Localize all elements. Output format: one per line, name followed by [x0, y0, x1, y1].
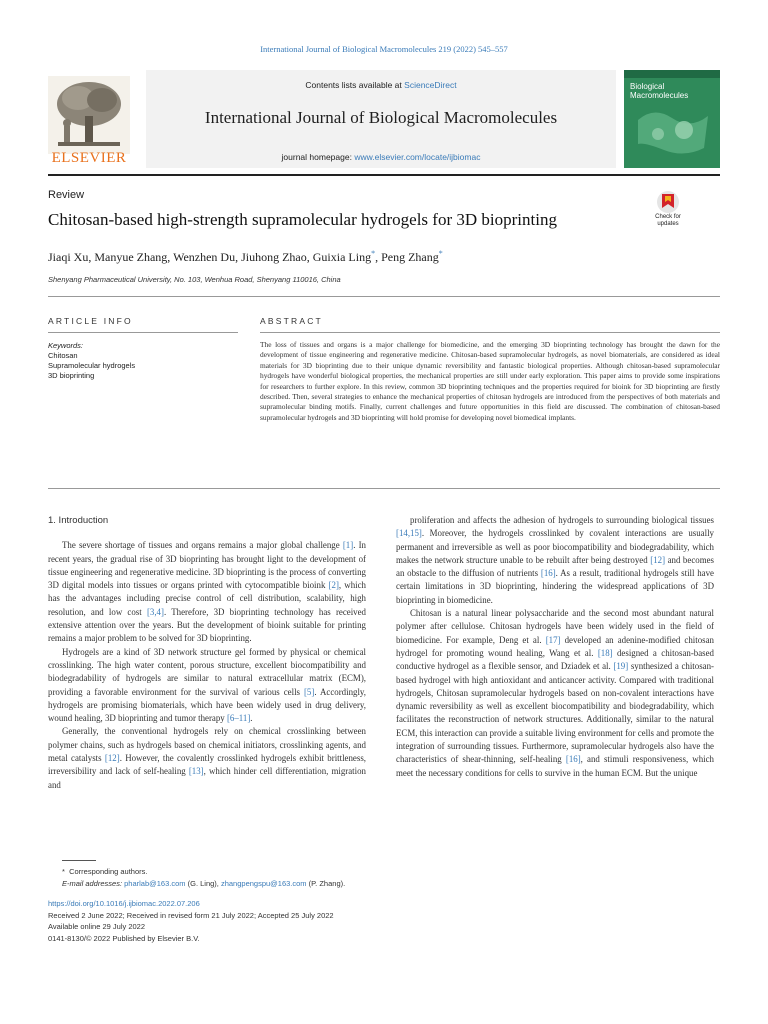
homepage-link[interactable]: www.elsevier.com/locate/ijbiomac [354, 152, 481, 162]
corresponding-mark[interactable]: * [438, 249, 443, 258]
paragraph-text: synthesized a chitosan-based hydrogel with high antioxidant and anticancer activity. Compared with traditional hydrogels, Chitosan supramolecular hydrogels based on non-covalent interactions have dynamic reversibility as well as excellent biocompatibility and biodegradability, which facilitates the reconstruction of network structures. Additionally, similar to the natural ECM, this interaction can provide a suitable living environment for cells and promote the integration of surrounding tissues. Furthermore, supramolecular hydrogels also have the characteristics of shear-thinning, self-healing [396, 661, 714, 765]
paragraph-text: , and stimuli responsiveness, which meet the necessary conditions for cells to survive in the human ECM. But the unique [396, 754, 714, 778]
citation-link[interactable]: [12] [104, 753, 120, 764]
author-list [48, 249, 443, 265]
masthead [48, 70, 720, 168]
masthead-banner [146, 70, 616, 168]
email-link[interactable]: zhangpengspu@163.com [220, 879, 307, 888]
paragraph-text: developed an adenine-modified chitosan hydrogel for promoting wound healing, Wang et al. [396, 634, 714, 658]
masthead-rule [48, 174, 720, 176]
keyword: 3D bioprinting [48, 371, 95, 380]
corresponding-mark[interactable]: * [371, 249, 376, 258]
body-paragraph [396, 514, 714, 607]
sciencedirect-link[interactable]: ScienceDirect [404, 80, 457, 90]
citation-link[interactable]: [19] [613, 661, 629, 672]
corresponding-footnote: * Corresponding authors. [62, 867, 148, 876]
citation-link[interactable]: [5] [303, 686, 315, 697]
paragraph-text: , which has the advantages including precise control of cell distribution, scalability, high resolution, and low cost [48, 580, 366, 617]
authors-main: Jiaqi Xu, Manyue Zhang, Wenzhen Du, Jiuhong Zhao, Guixia Ling [48, 250, 372, 264]
citation-link[interactable]: [3,4] [146, 606, 164, 617]
paragraph-text: The severe shortage of tissues and organs remains a major global challenge [62, 540, 343, 551]
paragraph-text: . As a result, traditional hydrogels still have certain limitations in 3D bioprinting, hindering the widespread applications of 3D bioprinting in biomedicine. [396, 568, 714, 605]
abstract-bottom-rule [48, 488, 720, 489]
body-column-right [396, 514, 714, 780]
citation-link[interactable]: [18] [597, 647, 613, 658]
body-paragraph [48, 646, 366, 726]
paragraph-text: Hydrogels are a kind of 3D network structure gel formed by physical or chemical crosslinking. The high water content, porous structure, excellent biocompatibility and biodegradability of hydrogels are similar to natural extracellular matrix (ECM), providing a favorable environment for the survival of various cells [48, 646, 366, 697]
citation-link[interactable]: [6–11] [226, 713, 251, 724]
publication-info [48, 898, 334, 944]
journal-cover-image[interactable] [624, 70, 720, 168]
abstract-heading: ABSTRACT [260, 316, 323, 326]
citation-link[interactable]: [16] [565, 754, 581, 765]
citation-link[interactable]: [12] [650, 554, 666, 565]
keywords-label: Keywords: [48, 341, 84, 350]
paragraph-text: . Therefore, 3D bioprinting technology has received extensive attention over the years. But the development of bioink suitable for printing remains a major problem to be solved for 3D bioprinting. [48, 606, 366, 644]
section-heading-introduction: 1. Introduction [48, 515, 109, 526]
contents-prefix: Contents lists available at [305, 80, 402, 90]
abstract-rule [260, 332, 720, 333]
article-title: Chitosan-based high-strength supramolecular hydrogels for 3D bioprinting [48, 210, 557, 229]
paragraph-text: , which hinder cell differentiation, migration and [48, 766, 366, 790]
body-paragraph [48, 539, 366, 645]
citation-link[interactable]: [13] [188, 766, 204, 777]
citation-link[interactable]: [1] [342, 540, 354, 551]
authors-tail: , Peng Zhang [375, 250, 439, 264]
affiliation: Shenyang Pharmaceutical University, No. 103, Wenhua Road, Shenyang 110016, China [48, 275, 341, 284]
cover-title: Biological Macromolecules [630, 82, 689, 100]
footnotes [62, 866, 345, 890]
body-paragraph [396, 607, 714, 780]
received-dates: Received 2 June 2022; Received in revised form 21 July 2022; Accepted 25 July 2022 [48, 910, 334, 920]
email-footnote: E-mail addresses: pharlab@163.com (G. Ling), zhangpengspu@163.com (P. Zhang). [62, 879, 346, 888]
paragraph-text: . However, the covalently crosslinked hydrogels exhibit brittleness, irreversibility and lack of self-healing [48, 753, 367, 777]
paragraph-text: . [250, 713, 253, 724]
doi-link[interactable]: https://doi.org/10.1016/j.ijbiomac.2022.07.206 [48, 899, 200, 908]
paragraph-text: designed a chitosan-based conductive hydrogel as a flexible sensor, and Dziadek et al. [396, 647, 714, 672]
contents-line [146, 80, 616, 90]
body-paragraph [48, 725, 366, 791]
keyword: Supramolecular hydrogels [48, 361, 136, 370]
citation-link[interactable]: [16] [540, 568, 556, 579]
copyright: 0141-8130/© 2022 Published by Elsevier B.V. [48, 933, 200, 943]
left-paragraphs [48, 539, 366, 792]
article-type: Review [48, 189, 85, 201]
check-updates-icon [648, 190, 688, 216]
citation-link[interactable]: [14,15] [396, 528, 422, 539]
body-column-left [48, 514, 366, 792]
journal-reference[interactable]: International Journal of Biological Macromolecules 219 (2022) 545–557 [260, 44, 508, 54]
article-info-heading: ARTICLE INFO [48, 316, 133, 326]
paragraph-text: Generally, the conventional hydrogels rely on chemical crosslinking between polymer chains, such as hydrogels based on chemical initiators, crosslinking agents, and metal catalysts [48, 726, 366, 764]
email-link[interactable]: pharlab@163.com [124, 879, 186, 888]
article-info-rule [48, 332, 238, 333]
homepage-prefix: journal homepage: [281, 152, 352, 162]
paragraph-text: . In recent years, the gradual rise of 3D bioprinting has brought light to the development of tissue engineering and regenerative medicine. 3D bioprinting is the process of converting 3D digital models into tissues or organs printed with cytocompatible bioink [48, 540, 366, 591]
paragraph-text: Chitosan is a natural linear polysaccharide and the second most abundant natural polymer after cellulose. Chitosan hydrogels have been widely used in the field of biomedicine. For example, Deng et al. [396, 608, 714, 645]
journal-name: International Journal of Biological Macromolecules [204, 108, 558, 127]
keyword: Chitosan [48, 351, 78, 360]
citation-link[interactable]: [2] [328, 580, 339, 591]
paragraph-text: proliferation and affects the adhesion of hydrogels to surrounding biological tissues [410, 515, 714, 525]
citation-link[interactable]: [17] [545, 634, 561, 645]
online-date: Available online 29 July 2022 [48, 922, 146, 931]
keywords-block [48, 341, 135, 381]
elsevier-wordmark: ELSEVIER [51, 150, 127, 166]
abstract-text: The loss of tissues and organs is a major challenge for biomedicine, and the emerging 3D bioprinting technology has brought the dawn for the development of tissue engineering and regenerative medicine. Chitosan-based supramolecular hydrogels, as novel biomaterials, are considered as ideal materials for 3D bioprinting due to their unique dynamic reversibility and fantastic biological properties. Although chitosan-based supramolecular hydrogels have wonderful biological properties, the mechanical properties are still under early exploration. This paper aims to provide some inspirations for researchers to further explore. In this review, common 3D bioprinting techniques and the properties required for bioink for 3D bioprinting are firstly described. Then, several strategies to enhance the mechanical properties of chitosan hydrogels are introduced from the perspectives of both materials and supramolecular binding motifs. Finally, current challenges and future opportunities in this field are discussed. The combination of chitosan-based supramolecular hydrogels and 3D bioprinting will hold promise for developing novel biomedical implants. [260, 340, 720, 422]
footnote-rule [62, 860, 96, 861]
paragraph-text: . Moreover, the hydrogels crosslinked by covalent interactions are usually permanent and irreversible as well as poor biocompatibility and biodegradability, which makes the network structure unable to be rebuilt after being destroyed [396, 528, 714, 565]
paragraph-text: . Accordingly, hydrogels are promising biomaterials, which have been widely used in drug delivery, wound healing, 3D bioprinting and tumor therapy [48, 686, 367, 724]
right-paragraphs [396, 514, 714, 780]
paragraph-text: and becomes an obstacle to the diffusion of nutrients [396, 554, 714, 579]
affiliation-rule [48, 296, 720, 297]
homepage-line [146, 152, 616, 162]
check-updates-label: Check for updates [655, 214, 681, 227]
